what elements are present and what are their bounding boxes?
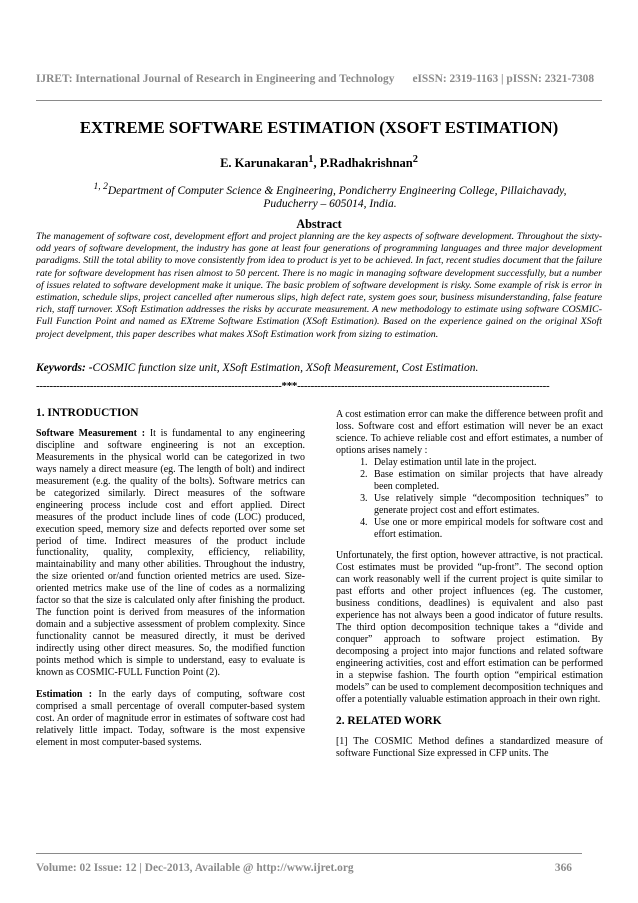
separator-left: ------------------------------------------------------------------------- <box>36 380 282 392</box>
paragraph-options-discussion: Unfortunately, the first option, however attractive, is not practical. Cost estimates must be provided “up-front”. The second option can work reasonably well if the current project is quite similar to past efforts and other project influences (eg. The customer, business conditions, deadlines) is equivalent and also past experience has not always been a good indicator of future results. The third option decomposition technique takes a “divide and conquer” approach to software project estimation. By decomposing a project into major functions and related software engineering activities, cost and effort estimation can be performed in a stepwise fashion. The fourth option “empirical estimation models” can be used to complement decomposition techniques and offer a potentially valuable estimation approach in their own right. <box>336 550 603 705</box>
list-item: 2. Base estimation on similar projects that have already been completed. <box>370 469 603 493</box>
author-1-sup: 1 <box>308 154 314 165</box>
header-rule <box>36 100 602 101</box>
estimation-lead: Estimation : <box>36 688 93 700</box>
software-measurement-text: It is fundamental to any engineering discipline and software engineering is not an exception. Measurements in the physical world can be categorized in two ways namely a direct measure (eg. The length of bolt) and indirect measurement (e.g. the quality of the bolts). Software metrics can be categorized similarly. Direct measures of the software engineering process include cost and effort applied. Direct measures of the product include lines of code (LOC) produced, execution speed, memory size and defects reported over some set period of time. Indirect measures of the product include functionality, quality, complexity, efficiency, reliability, maintainability and many other abilities. Throughout the industry, the size oriented or/and function oriented metrics are used. Size-oriented metrics make use of the line of codes as a normalizing factor so that the size is calculated only after finishing the product. The function point is derived from measures of the information domain and a subjective assessment of problem complexity. Since functionality cannot be measured directly, it must be derived indirectly using other direct measures. So, the modified function points method which is simple to understand, easy to evaluate is known as COSMIC-FULL Function Point (2). <box>36 427 305 679</box>
affiliation-line-2: Puducherry – 605014, India. <box>263 198 397 211</box>
running-header <box>36 73 602 85</box>
page-number: 366 <box>554 862 572 874</box>
section-heading-related-work: 2. RELATED WORK <box>336 714 442 727</box>
footer-volume: Volume: 02 Issue: 12 | Dec-2013, Available @ http://www.ijret.org <box>36 862 354 874</box>
author-1: E. Karunakaran <box>220 156 309 171</box>
abstract-heading: Abstract <box>296 217 342 231</box>
journal-name: IJRET: International Journal of Research in Engineering and Technology <box>36 73 395 85</box>
estimation-text: In the early days of computing, software cost comprised a small percentage of overall computer-based system cost. An order of magnitude error in estimates of software cost had relatively little impact. Today, software is the most expensive element in most computer-based systems. <box>36 688 306 748</box>
footer-rule <box>36 853 582 854</box>
keywords-text: COSMIC function size unit, XSoft Estimation, XSoft Measurement, Cost Estimation. <box>92 362 479 374</box>
list-item: 1. Delay estimation until late in the project. <box>370 457 603 469</box>
left-column <box>36 408 305 749</box>
software-measurement-lead: Software Measurement : <box>36 427 146 439</box>
section-heading-introduction: 1. INTRODUCTION <box>36 407 139 419</box>
author-2-sup: 2 <box>412 154 418 165</box>
separator-mid: *** <box>281 380 298 392</box>
options-list <box>336 457 603 541</box>
keywords <box>36 362 602 374</box>
list-item: 3. Use relatively simple “decomposition techniques” to generate project cost and effort estimates. <box>370 493 603 517</box>
section-separator <box>36 380 602 392</box>
affiliation-sup: 1, 2 <box>93 181 108 192</box>
issn: eISSN: 2319-1163 | pISSN: 2321-7308 <box>412 73 595 85</box>
paragraph-related-work: [1] The COSMIC Method defines a standardized measure of software Functional Size expressed in CFP units. The <box>336 735 603 759</box>
authors <box>0 154 638 171</box>
list-item: 4. Use one or more empirical models for software cost and effort estimation. <box>370 517 603 541</box>
affiliation <box>60 180 600 212</box>
affiliation-line-1: Department of Computer Science & Engineering, Pondicherry Engineering College, Pillaichavady, <box>107 184 567 197</box>
paragraph-software-measurement <box>36 428 305 679</box>
paragraph-estimation <box>36 689 305 749</box>
running-footer <box>36 862 602 874</box>
abstract-text: The management of software cost, development effort and project planning are the key aspects of software development. Throughout the sixty-odd years of software development, the industry has gone at least four generations of programming languages and three major development paradigms. Still the total ability to move consistently from idea to product is yet to be achieved. In fact, recent studies document that the failure rate for software development has risen almost to 50 percent. There is no magic in managing software development successfully, but a number of issues related to software development make it unique. The basic problem of software development is risky. Some example of risk is error in estimation, schedule slips, project cancelled after numerous slips, high defect rate, system goes sour, business misunderstanding, false feature rich, staff turnover. XSoft Estimation addresses the risks by accurate measurement. A new methodology to estimate using software COSMIC-Full Function Point and named as EXtreme Software Estimation (XSoft Estimation). Based on the experience gained on the original XSoft project develpment, this paper describes what makes XSoft Estimation work from sizing to estimation. <box>36 231 602 340</box>
keywords-label: Keywords: - <box>36 362 93 374</box>
paper-title: EXTREME SOFTWARE ESTIMATION (XSOFT ESTIMATION) <box>79 118 559 137</box>
author-separator: , <box>313 156 320 171</box>
separator-right: --------------------------------------------------------------------------- <box>297 380 550 392</box>
author-2: P.Radhakrishnan <box>319 156 413 171</box>
paragraph-cost-error: A cost estimation error can make the difference between profit and loss. Software cost and effort estimation will never be an exact science. To achieve reliable cost and effort estimates, a number of options arises namely : <box>336 409 603 456</box>
right-column <box>336 409 603 760</box>
